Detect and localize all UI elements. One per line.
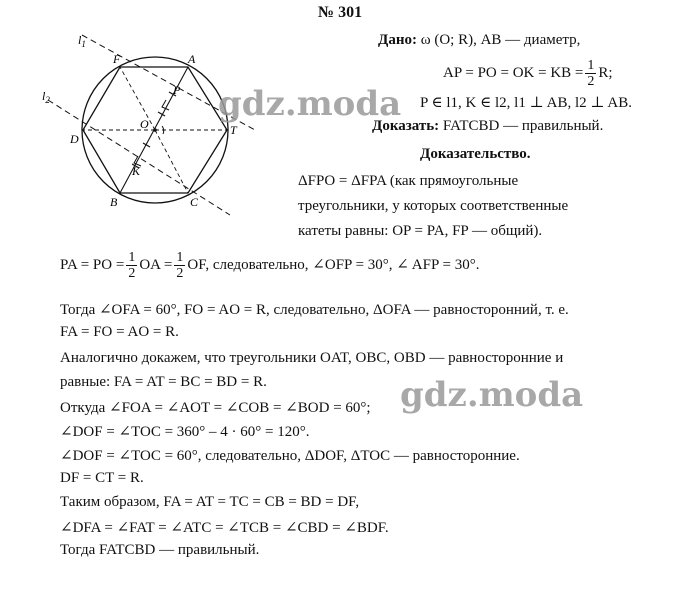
proof-line: ∠DFA = ∠FAT = ∠ATC = ∠TCB = ∠CBD = ∠BDF. <box>60 520 389 536</box>
label-a: A <box>188 52 196 66</box>
proof-line: ∠DOF = ∠TOC = 60°, следовательно, ΔDOF, ΔTOC — равносторонние. <box>60 448 520 464</box>
proof-line: Тогда FATCBD — правильный. <box>60 542 260 558</box>
label-k: K <box>132 164 141 178</box>
given-line-3: P ∈ l1, K ∈ l2, l1 ⊥ AB, l2 ⊥ AB. <box>420 95 632 111</box>
watermark: gdz.moda <box>218 84 402 124</box>
proof-line: Тогда ∠OFA = 60°, FO = AO = R, следовательно, ΔOFA — равносторонний, т. е. <box>60 302 569 318</box>
proof-line: FA = FO = AO = R. <box>60 324 179 340</box>
label-l2: $l_2$ <box>42 89 50 105</box>
proof-line: равные: FA = AT = BC = BD = R. <box>60 374 267 390</box>
label-o: O <box>140 117 149 131</box>
prove-line: Доказать: FATCBD — правильный. <box>372 118 604 134</box>
proof-line: ΔFPO = ΔFPA (как прямоугольные <box>298 173 519 189</box>
geometry-figure <box>30 30 280 230</box>
proof-line: Таким образом, FA = AT = TC = CB = BD = DF, <box>60 494 360 510</box>
proof-line: катеты равны: OP = PA, FP — общий). <box>298 223 543 239</box>
proof-line: PA = PO = $\frac{1}{2}$ OA = $\frac{1}{2}$ OF, следовательно, ∠OFP = 30°, ∠ AFP = 30°. <box>60 250 480 281</box>
label-t: T <box>230 123 237 137</box>
watermark: gdz.moda <box>400 375 584 415</box>
label-f: F <box>113 52 121 66</box>
label-p: P <box>173 83 181 97</box>
proof-heading: Доказательство. <box>420 146 531 162</box>
proof-line: Аналогично докажем, что треугольники OAT, OBC, OBD — равносторонние и <box>60 350 564 366</box>
proof-line: ∠DOF = ∠TOC = 360° – 4 · 60° = 120°. <box>60 424 310 440</box>
radius-of <box>120 67 155 130</box>
problem-number: № 301 <box>318 4 363 21</box>
proof-line: треугольники, у которых соответственные <box>298 198 569 214</box>
proof-line: Откуда ∠FOA = ∠AOT = ∠COB = ∠BOD = 60°; <box>60 400 371 416</box>
label-l1: $l_1$ <box>78 33 86 49</box>
label-c: C <box>190 195 199 209</box>
proof-line: DF = CT = R. <box>60 470 144 486</box>
label-d: D <box>70 132 79 146</box>
given-line-2: AP = PO = OK = KB = $\frac{1}{2}$ R; <box>443 58 613 89</box>
radius-oc <box>155 130 188 193</box>
label-b: B <box>110 195 118 209</box>
given-line-1: Дано: ω (O; R), AB — диаметр, <box>378 32 581 48</box>
